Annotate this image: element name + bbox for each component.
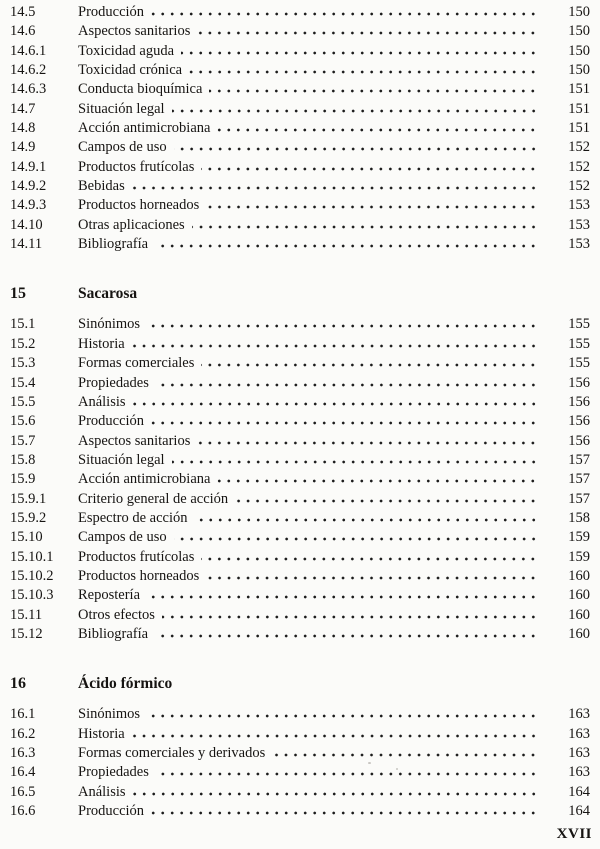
toc-entry-title: Producción [78,4,145,20]
dot-leader [192,216,538,229]
toc-entry-number: 16.6 [10,803,36,820]
dot-leader [206,567,538,580]
toc-entry-title: Historia [78,335,125,352]
toc-entry-title: Bibliografía [78,236,149,253]
toc-entry-number: 14.7 [10,100,36,117]
toc-entry-number: 15.6 [10,413,36,430]
toc-chapter-title: Ácido fórmico [78,675,173,693]
dot-leader [147,586,538,599]
toc-entry-page: 152 [568,178,590,195]
toc-entry [10,61,590,80]
toc-entry-number: 16.5 [10,783,36,800]
toc-entry [10,548,590,567]
toc-entry-title: Acción antimicrobiana [78,471,211,488]
toc-entry-page: 160 [568,625,590,642]
toc-entry-number: 14.5 [10,4,36,20]
toc-entry-number: 14.9.2 [10,178,47,195]
toc-entry-page: 153 [568,216,590,233]
toc-chapter-number: 15 [10,285,26,303]
dot-leader [151,3,538,16]
toc-entry-page: 152 [568,139,590,156]
toc-entry [10,470,590,489]
toc-entry-page: 156 [568,393,590,410]
toc-entry-title: Situación legal [78,451,165,468]
toc-entry-title: Productos horneados [78,197,200,214]
toc-list [10,3,590,821]
toc-entry [10,490,590,509]
toc-entry-title: Conducta bioquímica [78,81,203,98]
toc-entry-page: 158 [568,509,590,526]
toc-entry-title: Repostería [78,587,141,604]
toc-entry-page: 155 [568,355,590,372]
dot-leader [189,61,538,74]
toc-entry-title: Propiedades [78,764,149,781]
toc-entry-number: 14.9.1 [10,158,47,175]
toc-entry [10,315,590,334]
toc-entry-number: 14.11 [10,236,43,253]
toc-chapter-heading [10,284,590,304]
toc-entry [10,3,590,22]
toc-entry-title: Productos horneados [78,567,200,584]
toc-entry-title: Productos frutícolas [78,548,195,565]
toc-entry-page: 160 [568,606,590,623]
toc-entry-page: 163 [568,745,590,761]
toc-entry-title: Bebidas [78,178,125,195]
toc-entry [10,625,590,644]
toc-entry-title: Aspectos sanitarios [78,23,191,40]
toc-entry-number: 15.9.1 [10,490,47,507]
toc-entry [10,216,590,235]
dot-leader [155,235,538,248]
toc-entry-title: Formas comerciales y derivados [78,745,266,761]
toc-entry-number: 15.3 [10,355,36,372]
scan-artifact [368,762,371,764]
dot-leader [272,744,538,757]
toc-entry-number: 15.2 [10,335,36,352]
dot-leader [235,490,538,503]
dot-leader [162,606,538,619]
toc-entry-number: 15.8 [10,451,36,468]
toc-entry-number: 14.9.3 [10,197,47,214]
toc-entry [10,528,590,547]
toc-entry-title: Campos de uso [78,139,167,156]
toc-entry-title: Sinónimos [78,706,141,723]
toc-entry [10,80,590,99]
toc-entry-title: Historia [78,725,125,742]
toc-entry-page: 150 [568,23,590,40]
dot-leader [174,528,538,541]
dot-leader [174,138,538,151]
toc-entry-number: 16.1 [10,706,36,723]
dot-leader [201,158,538,171]
toc-entry-number: 14.6 [10,23,36,40]
dot-leader [217,470,538,483]
page-number-footer: XVII [556,826,592,842]
toc-entry-title: Espectro de acción [78,509,188,526]
toc-entry-title: Aspectos sanitarios [78,432,191,449]
toc-entry-page: 156 [568,432,590,449]
dot-leader [206,196,538,209]
toc-entry [10,586,590,605]
toc-entry-page: 159 [568,548,590,565]
toc-entry-number: 16.2 [10,725,36,742]
toc-entry [10,335,590,354]
toc-entry-page: 156 [568,413,590,430]
toc-entry-page: 163 [568,706,590,723]
toc-entry [10,802,590,821]
toc-entry-page: 151 [568,120,590,137]
toc-entry-number: 14.6.3 [10,81,47,98]
toc-chapter-heading [10,674,590,694]
toc-entry-title: Análisis [78,393,126,410]
dot-leader [172,100,538,113]
toc-entry-title: Propiedades [78,374,149,391]
toc-entry-number: 15.9.2 [10,509,47,526]
toc-entry [10,606,590,625]
dot-leader [156,374,538,387]
toc-entry-number: 15.10.3 [10,587,54,604]
toc-entry [10,354,590,373]
dot-leader [181,42,538,55]
toc-entry-number: 16.4 [10,764,36,781]
toc-entry-title: Producción [78,803,145,820]
toc-entry-page: 160 [568,587,590,604]
toc-entry-title: Toxicidad crónica [78,62,183,79]
toc-entry-number: 15.10 [10,529,43,546]
toc-chapter-number: 16 [10,675,26,693]
toc-entry [10,177,590,196]
toc-entry [10,100,590,119]
toc-entry [10,509,590,528]
dot-leader [201,354,538,367]
toc-entry-number: 15.10.1 [10,548,54,565]
toc-entry [10,393,590,412]
toc-entry [10,705,590,724]
toc-entry-page: 157 [568,471,590,488]
toc-entry [10,42,590,61]
toc-entry-page: 151 [568,100,590,117]
toc-entry-page: 150 [568,4,590,20]
toc-entry-number: 15.1 [10,316,36,333]
dot-leader [132,335,538,348]
toc-entry-title: Situación legal [78,100,165,117]
dot-leader [147,315,538,328]
toc-entry-page: 150 [568,62,590,79]
toc-entry-number: 14.10 [10,216,43,233]
dot-leader [155,625,538,638]
toc-entry-number: 15.10.2 [10,567,54,584]
toc-entry-page: 156 [568,374,590,391]
toc-entry [10,725,590,744]
toc-entry-page: 153 [568,236,590,253]
dot-leader [156,763,538,776]
dot-leader [133,393,538,406]
toc-entry-number: 14.8 [10,120,36,137]
dot-leader [151,802,538,815]
toc-entry-title: Otros efectos [78,606,155,623]
toc-entry-title: Toxicidad aguda [78,42,175,59]
dot-leader [132,177,538,190]
scan-artifact [396,768,398,770]
toc-entry [10,567,590,586]
toc-entry [10,158,590,177]
toc-entry-number: 15.4 [10,374,36,391]
toc-entry-number: 16.3 [10,745,36,761]
dot-leader [172,451,538,464]
toc-entry-page: 153 [568,197,590,214]
toc-entry-title: Acción antimicrobiana [78,120,211,137]
toc-entry [10,744,590,763]
toc-entry [10,119,590,138]
toc-entry-page: 159 [568,529,590,546]
dot-leader [147,705,538,718]
toc-entry [10,196,590,215]
toc-entry [10,138,590,157]
toc-entry-number: 14.6.1 [10,42,47,59]
toc-entry-page: 157 [568,451,590,468]
toc-entry-title: Bibliografía [78,625,149,642]
dot-leader [132,725,538,738]
toc-entry-number: 15.11 [10,606,43,623]
toc-entry-page: 164 [568,783,590,800]
toc-entry-page: 163 [568,725,590,742]
toc-entry [10,412,590,431]
toc-entry [10,783,590,802]
toc-entry-title: Criterio general de acción [78,490,229,507]
toc-entry-page: 150 [568,42,590,59]
toc-entry-number: 15.9 [10,471,36,488]
dot-leader [197,22,538,35]
toc-entry-page: 164 [568,803,590,820]
toc-chapter-title: Sacarosa [78,285,138,303]
toc-entry-title: Sinónimos [78,316,141,333]
dot-leader [209,80,538,93]
toc-entry [10,235,590,254]
dot-leader [195,509,538,522]
toc-entry-page: 155 [568,335,590,352]
toc-entry-number: 15.5 [10,393,36,410]
toc-entry-page: 160 [568,567,590,584]
toc-entry-number: 15.7 [10,432,36,449]
toc-entry-title: Producción [78,413,145,430]
toc-entry-page: 155 [568,316,590,333]
toc-entry-page: 163 [568,764,590,781]
toc-entry-title: Productos frutícolas [78,158,195,175]
toc-entry-page: 157 [568,490,590,507]
toc-entry-number: 14.9 [10,139,36,156]
toc-entry-number: 15.12 [10,625,43,642]
dot-leader [201,548,538,561]
toc-entry-title: Campos de uso [78,529,167,546]
toc-entry [10,432,590,451]
toc-entry [10,763,590,782]
toc-entry-title: Análisis [78,783,126,800]
toc-entry-page: 151 [568,81,590,98]
toc-entry-page: 152 [568,158,590,175]
toc-entry-title: Formas comerciales [78,355,195,372]
dot-leader [133,783,538,796]
toc-entry [10,22,590,41]
toc-entry-title: Otras aplicaciones [78,216,185,233]
toc-entry [10,451,590,470]
toc-entry [10,374,590,393]
toc-entry-number: 14.6.2 [10,62,47,79]
dot-leader [197,432,538,445]
dot-leader [217,119,538,132]
dot-leader [151,412,538,425]
